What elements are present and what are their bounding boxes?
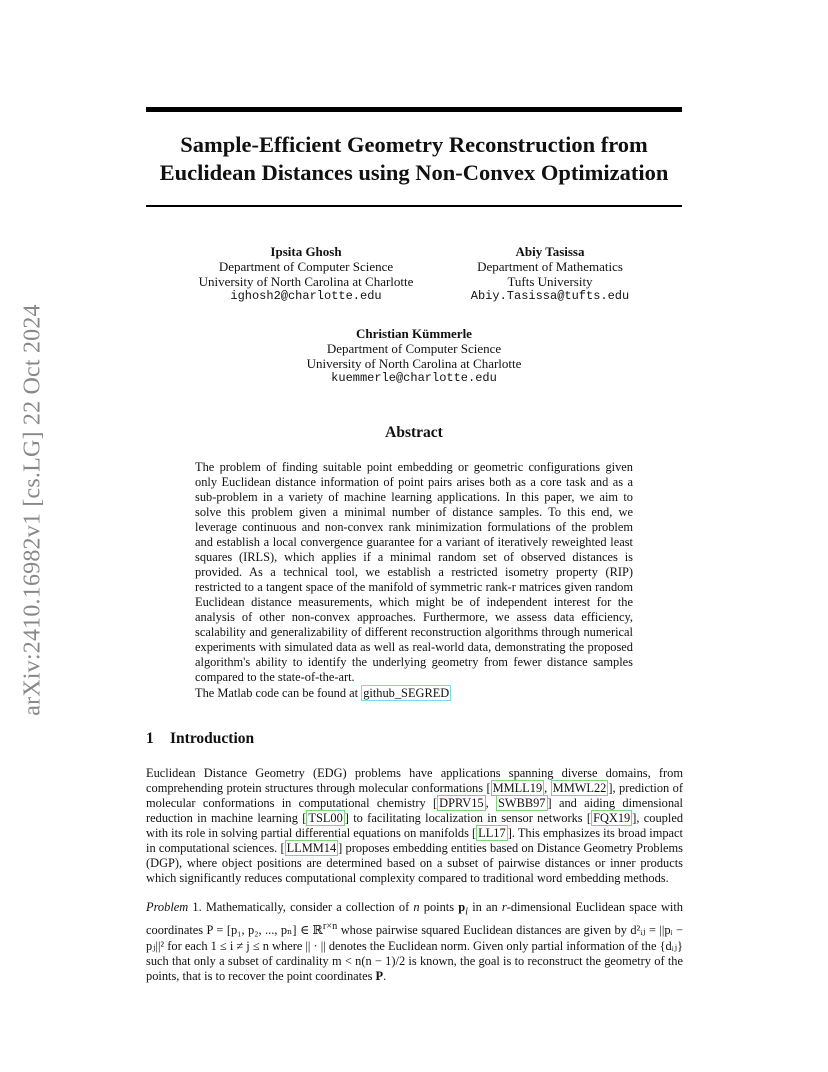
- author-dept: Department of Computer Science: [326, 341, 502, 356]
- author-email[interactable]: kuemmerle@charlotte.edu: [331, 371, 497, 385]
- author-dept: Department of Mathematics: [477, 259, 623, 274]
- author-block-1: [186, 244, 426, 304]
- section-title: Introduction: [170, 730, 255, 747]
- problem-label: Problem: [146, 900, 189, 914]
- abstract: [195, 460, 633, 701]
- citation-link[interactable]: DPRV15: [439, 796, 484, 810]
- code-prefix: The Matlab code can be found at: [195, 686, 362, 700]
- citation-link[interactable]: LLMM14: [286, 841, 337, 855]
- top-rule: [146, 107, 682, 112]
- code-link[interactable]: github_SEGRED: [363, 686, 450, 700]
- title-rule: [146, 205, 682, 207]
- citation-link[interactable]: TSL00: [308, 811, 343, 825]
- citation-link[interactable]: LL17: [478, 826, 506, 840]
- author-email[interactable]: Abiy.Tasissa@tufts.edu: [470, 289, 630, 303]
- paper-title: [146, 131, 682, 187]
- author-name: Christian Kümmerle: [356, 326, 472, 341]
- section-heading: [146, 730, 254, 748]
- author-name: Abiy Tasissa: [515, 244, 585, 259]
- abstract-text: The problem of finding suitable point embedding or geometric configurations given only Euclidean distance information of point pairs arises both as a core task and as a sub-problem in a variety of machine learning applications. In this paper, we aim to solve this problem given a minimal number of distance samples. To this end, we leverage continuous and non-convex rank minimization formulations of the problem and establish a local convergence guarantee for a variant of iteratively reweighted least squares (IRLS), which applies if a minimal random set of observed distances is provided. As a technical tool, we establish a restricted isometry property (RIP) restricted to a tangent space of the manifold of symmetric rank-r matrices given random Euclidean distance measurements, which might be of independent interest for the analysis of other non-convex approaches. Furthermore, we assess data efficiency, scalability and generalizability of different reconstruction algorithms through numerical experiments with simulated data as well as real-world data, demonstrating the proposed algorithm's ability to identify the underlying geometry from fewer distance samples compared to the state-of-the-art.: [195, 460, 633, 684]
- author-univ: University of North Carolina at Charlotte: [306, 356, 522, 371]
- citation-link[interactable]: SWBB97: [498, 796, 546, 810]
- author-univ: University of North Carolina at Charlotte: [198, 274, 414, 289]
- section-number: 1: [146, 730, 154, 747]
- author-name: Ipsita Ghosh: [270, 244, 342, 259]
- citation-link[interactable]: MMWL22: [552, 781, 607, 795]
- title-line-2: Euclidean Distances using Non-Convex Optimization: [159, 160, 669, 185]
- problem-statement: Problem 1. Mathematically, consider a collection of n points $p_i$ in an r-dimensional Euclidean space with coordinates P = [p₁, p₂, ..., pₙ] ∈ ℝ$^{r\times n}$ whose pairwise squared Euclidean distances are given by d²ᵢⱼ = ||pᵢ − pⱼ||² for each 1 ≤ i ≠ j ≤ n where || · || denotes the Euclidean norm. Given only partial information of the {dᵢⱼ} such that only a subset of cardinality m < n(n − 1)/2 is known, the goal is to reconstruct the geometry of the points, that is to recover the point coordinates P.: [146, 900, 683, 983]
- title-line-1: Sample-Efficient Geometry Reconstruction from: [180, 132, 648, 157]
- author-block-2: [460, 244, 640, 304]
- intro-paragraph: Euclidean Distance Geometry (EDG) problems have applications spanning diverse domains, from comprehending protein structures through molecular conformations [ MMLL19 , MMWL22 ], prediction of molecular conformations in computational chemistry [ DPRV15 , SWBB97 ] and aiding dimensional reduction in machine learning [ TSL00 ] to facilitating localization in sensor networks [ FQX19 ], coupled with its role in solving partial differential equations on manifolds [ LL17 ]. This emphasizes its broad impact in computational sciences. [ LLMM14 ] proposes embedding entities based on Distance Geometry Problems (DGP), where object positions are determined based on a subset of pairwise distances or inner products which significantly reduces computational complexity compared to traditional word embedding methods.: [146, 766, 684, 885]
- citation-link[interactable]: MMLL19: [492, 781, 543, 795]
- author-block-3: [264, 326, 564, 386]
- arxiv-stamp-text: arXiv:2410.16982v1 [cs.LG] 22 Oct 2024: [19, 304, 46, 716]
- arxiv-stamp: [21, 250, 45, 770]
- author-email[interactable]: ighosh2@charlotte.edu: [230, 289, 382, 303]
- abstract-heading: Abstract: [385, 424, 443, 441]
- citation-link[interactable]: FQX19: [593, 811, 631, 825]
- author-univ: Tufts University: [507, 274, 593, 289]
- author-dept: Department of Computer Science: [218, 259, 394, 274]
